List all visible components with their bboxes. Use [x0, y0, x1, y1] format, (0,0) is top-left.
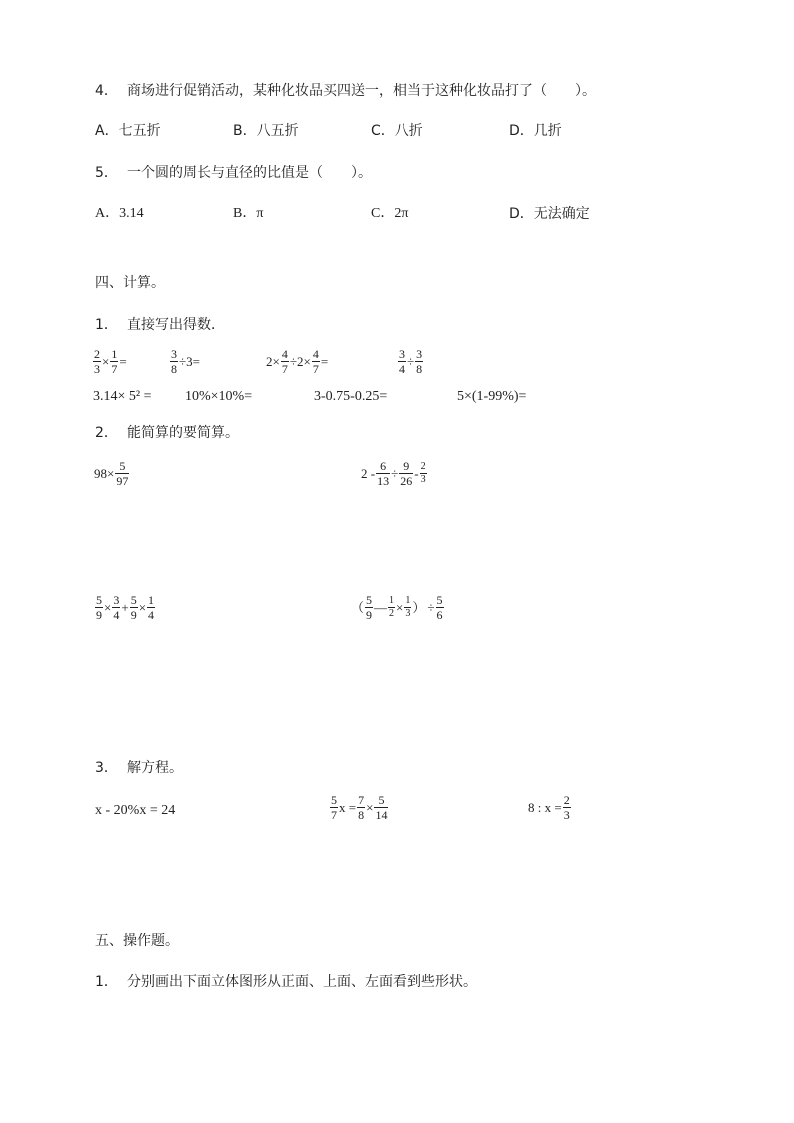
- q4-option-b: B．八五折: [233, 123, 299, 139]
- fraction: $\frac{1}{2}$: [389, 595, 395, 619]
- simplify-expr-3: $\frac{5}{9}$ × $\frac{3}{4}$ + $\frac{5}{9}$ × $\frac{1}{4}$: [96, 593, 155, 622]
- fraction: $\frac{1}{3}$: [405, 595, 411, 619]
- s4-p1-title: 直接写出得数．: [127, 317, 225, 333]
- q5-option-c: C．2π: [371, 206, 409, 221]
- mental-expr-7: 3-0.75-0.25=: [314, 389, 388, 404]
- mental-expr-6: 10%×10%=: [185, 389, 253, 404]
- fraction: $\frac{5}{9}$: [130, 593, 137, 622]
- fraction: $\frac{4}{7}$: [312, 347, 319, 376]
- s5-p1-number: 1．: [95, 974, 118, 990]
- q4-option-c: C．八折: [371, 123, 423, 139]
- fraction: $\frac{9}{26}$: [400, 459, 413, 488]
- mental-expr-2: $\frac{3}{8}$ ÷3=: [171, 347, 200, 376]
- fraction: $\frac{3}{4}$: [399, 347, 405, 376]
- s4-p2-number: 2．: [95, 425, 118, 441]
- fraction: $\frac{1}{7}$: [111, 347, 118, 376]
- q5-option-a: A．3.14: [95, 206, 144, 221]
- fraction: $\frac{2}{3}$: [94, 347, 100, 376]
- q4-option-a: A．七五折: [95, 123, 161, 139]
- fraction: $\frac{5}{97}$: [116, 459, 129, 488]
- fraction: $\frac{6}{13}$: [377, 459, 390, 488]
- simplify-expr-2: 2 - $\frac{6}{13}$ ÷ $\frac{9}{26}$ - $\frac{2}{3}$: [361, 459, 426, 488]
- equation-3: 8 : x = $\frac{2}{3}$: [528, 793, 570, 822]
- s4-p3-title: 解方程。: [127, 760, 183, 776]
- mental-expr-8: 5×(1-99%)=: [457, 389, 527, 404]
- fraction: $\frac{5}{14}$: [375, 793, 388, 822]
- q4-number: 4．: [95, 83, 118, 99]
- q4-stem: 商场进行促销活动，某种化妆品买四送一，相当于这种化妆品打了（ ）。: [127, 83, 596, 99]
- fraction: $\frac{7}{8}$: [358, 793, 365, 822]
- fraction: $\frac{1}{4}$: [148, 593, 155, 622]
- equation-1: x - 20%x = 24: [95, 803, 176, 818]
- q5-option-b: B．π: [233, 206, 264, 221]
- q5-number: 5．: [95, 165, 118, 181]
- mental-expr-4: $\frac{3}{4}$ ÷ $\frac{3}{8}$: [399, 347, 423, 376]
- equation-2: $\frac{5}{7}$ x = $\frac{7}{8}$ × $\frac{5}{14}$: [331, 793, 388, 822]
- q4-option-d: D．几折: [509, 123, 562, 139]
- fraction: $\frac{3}{4}$: [113, 593, 120, 622]
- q5-stem: 一个圆的周长与直径的比值是（ ）。: [127, 165, 372, 181]
- s5-p1-title: 分别画出下面立体图形从正面、上面、左面看到些形状。: [127, 974, 477, 990]
- fraction: $\frac{2}{3}$: [563, 793, 570, 822]
- mental-expr-5: 3.14× 5² =: [93, 389, 152, 404]
- fraction: $\frac{3}{8}$: [416, 347, 423, 376]
- s4-p1-number: 1．: [95, 317, 118, 333]
- mental-expr-1: $\frac{2}{3}$ × $\frac{1}{7}$ =: [94, 347, 127, 376]
- section5-title: 五、操作题。: [95, 933, 179, 949]
- s4-p2-title: 能简算的要简算。: [127, 425, 239, 441]
- fraction: $\frac{5}{7}$: [331, 793, 337, 822]
- fraction: $\frac{5}{9}$: [366, 593, 373, 622]
- fraction: $\frac{3}{8}$: [171, 347, 177, 376]
- q5-option-d: D．无法确定: [509, 206, 590, 222]
- fraction: $\frac{5}{6}$: [436, 593, 443, 622]
- simplify-expr-4: （ $\frac{5}{9}$ — $\frac{1}{2}$ × $\frac{1}{3}$ ） ÷ $\frac{5}{6}$: [351, 593, 443, 622]
- fraction: $\frac{5}{9}$: [96, 593, 102, 622]
- fraction: $\frac{2}{3}$: [420, 461, 426, 485]
- section4-title: 四、计算。: [95, 275, 165, 291]
- simplify-expr-1: 98× $\frac{5}{97}$: [94, 459, 129, 488]
- mental-expr-3: 2× $\frac{4}{7}$ ÷2× $\frac{4}{7}$ =: [266, 347, 329, 376]
- fraction: $\frac{4}{7}$: [281, 347, 288, 376]
- s4-p3-number: 3．: [95, 760, 118, 776]
